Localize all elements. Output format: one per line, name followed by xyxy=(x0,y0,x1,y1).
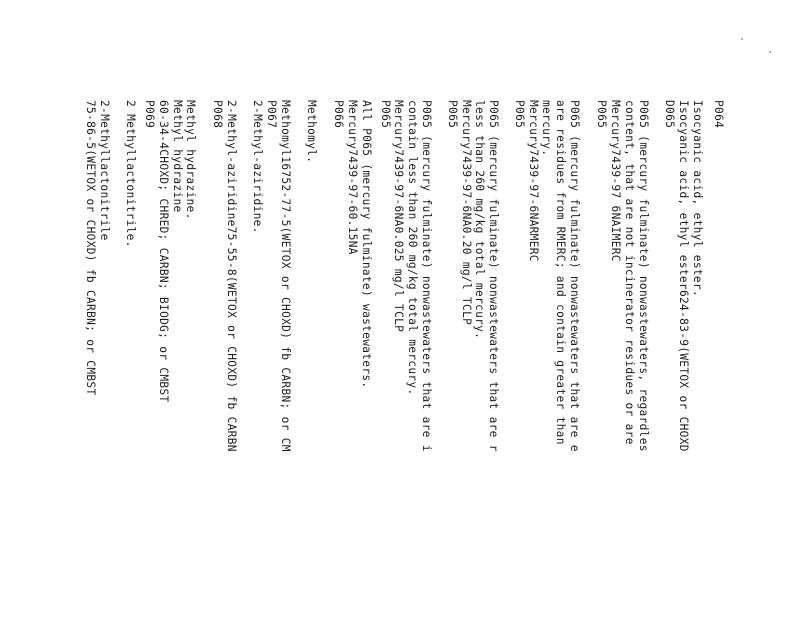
text-line: 2 Methyllactonitrile. xyxy=(124,100,137,248)
text-line: P065 xyxy=(379,100,392,129)
text-line: P064 xyxy=(712,100,725,129)
text-line: content, that are not incinerator residues or are xyxy=(623,100,636,445)
text-line: Mercury7439-97-6NARMERC xyxy=(527,100,540,262)
text-line: Mercury7439-97-6NA0.20 mg/l TCLP xyxy=(460,100,473,326)
text-line: contain less than 260 mg/kg total mercury. xyxy=(406,100,419,396)
scan-speck xyxy=(769,51,771,53)
text-line: Isocyanic acid, ethyl ester. xyxy=(691,100,704,297)
text-line: 75-86-5(WETOX or CHOXD) fb CARBN; or CMBST xyxy=(84,100,97,396)
scan-speck xyxy=(741,38,743,40)
text-line: 2-Methyl-aziridine75-55-8(WETOX or CHOXD) fb CARBN xyxy=(225,100,238,452)
text-line: Methomyl16752-77-5(WETOX or CHOXD) fb CARBN; or CM xyxy=(279,100,292,452)
text-line: D065 xyxy=(663,100,676,129)
text-line: P065 (mercury fulminate) nonwastewaters, regardles xyxy=(637,100,650,452)
text-line: are residues from RMERC; and contain greater than xyxy=(554,100,567,445)
text-line: mercury. xyxy=(540,100,553,157)
text-line: less than 260 mg/kg total mercury. xyxy=(473,100,486,340)
text-line: P066 xyxy=(332,100,345,129)
text-line: Methomyl. xyxy=(305,100,318,164)
text-line: Methyl hydrazine. xyxy=(184,100,197,220)
text-line: P065 xyxy=(446,100,459,129)
text-line: P065 xyxy=(513,100,526,129)
text-line: Isocyanic acid, ethyl ester624-83-9(WETOX or CHOXD xyxy=(677,100,690,452)
text-line: 2-Methyllactonitrile xyxy=(98,100,111,241)
text-line: P069 xyxy=(143,100,156,129)
text-line: Methyl hydrazine xyxy=(171,100,184,213)
text-line: Mercury7439-97-60.15NA xyxy=(346,100,359,255)
text-line: Mercury7439-97 6NAIMERC xyxy=(609,100,622,262)
text-line: P065 (mercury fulminate) nonwastewaters that are r xyxy=(487,100,500,452)
text-line: P068 xyxy=(211,100,224,129)
text-line: All P065 (mercury fulminate) wastewaters. xyxy=(360,100,373,389)
text-line: P065 (mercury fulminate) nonwastewaters that are e xyxy=(568,100,581,452)
text-line: P065 xyxy=(595,100,608,129)
text-line: 2-Methyl-aziridine. xyxy=(251,100,264,234)
text-line: 60-34-4CHOXD; CHRED; CARBN; BIODG; or CMBST xyxy=(157,100,170,403)
text-line: P067 xyxy=(265,100,278,129)
text-line: P065 (mercury fulminate) nonwastewaters that are i xyxy=(420,100,433,452)
text-line: Mercury7439-97-6NA0.025 mg/l TCLP xyxy=(392,100,405,333)
